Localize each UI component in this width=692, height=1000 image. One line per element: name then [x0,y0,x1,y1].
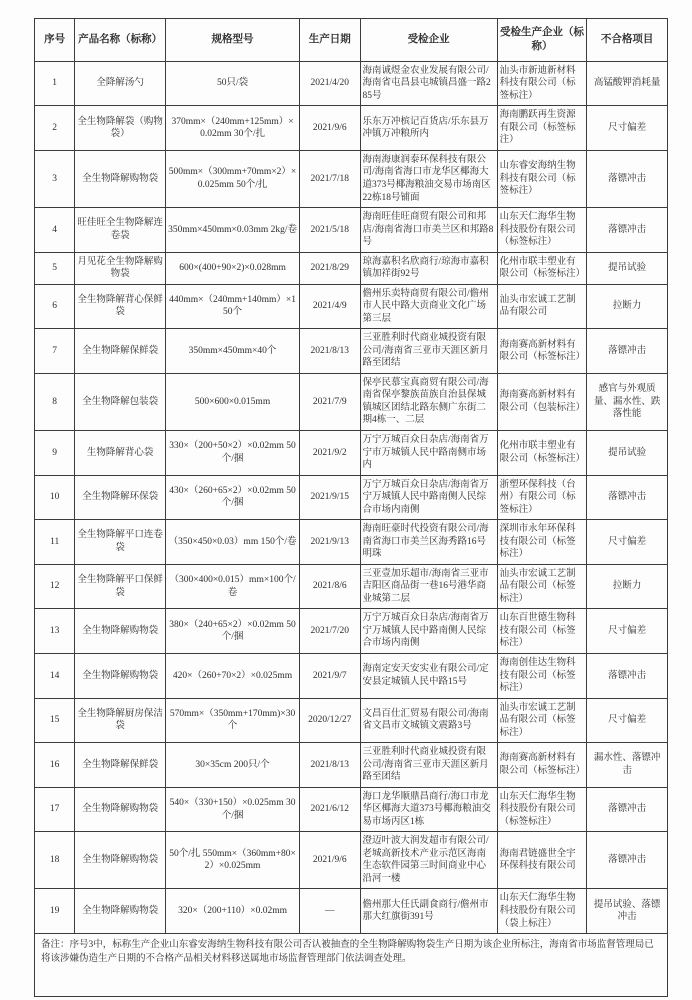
cell-producer: 汕头市宏诚工艺制品有限公司（标签标注） [497,564,587,609]
cell-date: 2021/4/20 [300,61,360,106]
cell-spec: 600×(400+90×2)×0.028mm [166,252,300,284]
table-row [35,564,668,609]
cell-defect: 尺寸偏差 [587,698,668,743]
cell-product-name: 全生物降解包装袋 [75,373,166,430]
cell-serial-no: 6 [35,284,75,329]
cell-spec: 350mm×450mm×0.03mm 2kg/卷 [166,208,300,253]
cell-company: 海南旺佳旺商贸有限公司和邦店/海南省海口市美兰区和邦路8号 [360,208,497,253]
cell-spec: 380×（240+65×2）×0.02mm 50个/捆 [166,609,300,654]
table-row [35,787,668,832]
cell-spec: 370mm×（240mm+125mm）×0.02mm 30个/扎 [166,106,300,151]
table-row [35,609,668,654]
cell-serial-no: 16 [35,743,75,788]
cell-product-name: 全生物降解平口连卷袋 [75,520,166,565]
cell-company: 海南诚煜金农业发展有限公司/海南省屯昌县屯城镇昌盛一路285号 [360,61,497,106]
cell-product-name: 全降解汤勺 [75,61,166,106]
cell-defect: 落镖冲击 [587,329,668,374]
cell-serial-no: 10 [35,475,75,520]
cell-date: 2021/9/2 [300,431,360,476]
cell-product-name: 全生物降解保鲜袋 [75,743,166,788]
cell-company: 三亚胜利时代商业城投资有限公司/海南省三亚市天涯区新月路至团结 [360,329,497,374]
cell-company: 海南旺豪时代投资有限公司/海南省海口市美兰区海秀路16号明珠 [360,520,497,565]
table-row [35,520,668,565]
table-row [35,150,668,207]
cell-spec: 30×35cm 200只/个 [166,743,300,788]
cell-defect: 落镖冲击 [587,475,668,520]
cell-defect: 提吊试验、落镖冲击 [587,889,668,934]
cell-spec: （300×400×0.015）mm×100个/卷 [166,564,300,609]
cell-serial-no: 17 [35,787,75,832]
cell-date: 2021/9/15 [300,475,360,520]
col-header-name: 产品名称（标称） [75,19,166,62]
cell-producer: 山东天仁海华生物科技股份有限公司（袋上标注） [497,889,587,934]
cell-company: 海南定安天安实业有限公司/定安县定城镇人民中路15号 [360,653,497,698]
cell-defect: 高锰酸钾消耗量 [587,61,668,106]
col-header-defect: 不合格项目 [587,19,668,62]
cell-serial-no: 15 [35,698,75,743]
cell-defect: 落镖冲击 [587,653,668,698]
cell-date: 2021/8/6 [300,564,360,609]
cell-product-name: 全生物降解购物袋 [75,150,166,207]
table-row [35,832,668,889]
col-header-no: 序号 [35,19,75,62]
cell-serial-no: 11 [35,520,75,565]
header-row [35,19,668,62]
table-row [35,329,668,374]
cell-product-name: 生物降解背心袋 [75,431,166,476]
cell-serial-no: 12 [35,564,75,609]
table-row [35,743,668,788]
cell-company: 文昌百仕汇贸易有限公司/海南省文昌市文城镇文震路3号 [360,698,497,743]
cell-date: 2021/6/12 [300,787,360,832]
cell-company: 三亚胜利时代商业城投资有限公司/海南省三亚市天涯区新月路至团结 [360,743,497,788]
inspection-results-table [34,18,668,997]
cell-date: 2021/7/9 [300,373,360,430]
cell-spec: 50只/袋 [166,61,300,106]
cell-serial-no: 18 [35,832,75,889]
cell-product-name: 全生物降解购物袋 [75,653,166,698]
cell-serial-no: 19 [35,889,75,934]
cell-company: 海南海康润泰环保科技有限公司/海南省海口市龙华区椰海大道373号椰海粮油交易市场南区22栋18号铺面 [360,150,497,207]
cell-product-name: 全生物降解袋（购物袋） [75,106,166,151]
cell-product-name: 全生物降解购物袋 [75,889,166,934]
cell-serial-no: 8 [35,373,75,430]
cell-product-name: 全生物降解厨房保洁袋 [75,698,166,743]
cell-company: 乐东万冲槟记百货店/乐东县万冲镇万冲粮所内 [360,106,497,151]
cell-product-name: 全生物降解环保袋 [75,475,166,520]
table-row [35,698,668,743]
cell-producer: 深圳市永年环保科技有限公司（标签标注） [497,520,587,565]
cell-producer: 海南君链盛世全宇环保科技有限公司 [497,832,587,889]
cell-producer: 汕头市宏诚工艺制品有限公司（标签标注） [497,698,587,743]
cell-product-name: 全生物降解保鲜袋 [75,329,166,374]
cell-date: 2021/8/13 [300,329,360,374]
table-row [35,208,668,253]
cell-serial-no: 7 [35,329,75,374]
table-row [35,475,668,520]
cell-date: 2021/9/7 [300,653,360,698]
note-text: 备注：序号3中，标称生产企业山东睿安海纳生物科技有限公司否认被抽查的全生物降解购物袋生产日期为该企业所标注，海南省市场监督管理局已将该涉嫌伪造生产日期的不合格产品相关材料移送属地市场监督管理部门依法调查处理。 [35,934,668,997]
cell-defect: 漏水性、落镖冲击 [587,743,668,788]
table-row [35,373,668,430]
cell-date: 2021/5/18 [300,208,360,253]
cell-spec: 350mm×450mm×40个 [166,329,300,374]
cell-company: 万宁万城百众日杂店/海南省万宁市万城镇人民中路南侧市场内 [360,431,497,476]
cell-producer: 汕头市宏诚工艺制品有限公司 [497,284,587,329]
cell-date: 2021/7/20 [300,609,360,654]
cell-defect: 提吊试验 [587,431,668,476]
table-row [35,284,668,329]
cell-defect: 落镖冲击 [587,787,668,832]
cell-spec: （350×450×0.03）mm 150个/卷 [166,520,300,565]
cell-serial-no: 14 [35,653,75,698]
cell-spec: 420×（260+70×2）×0.025mm [166,653,300,698]
cell-company: 万宁万城百众日杂店/海南省万宁万城镇人民中路南侧人民综合市场内南侧 [360,609,497,654]
cell-company: 儋州那大任氏副食商行/儋州市那大红旗街391号 [360,889,497,934]
cell-product-name: 全生物降解背心保鲜袋 [75,284,166,329]
cell-date: 2021/8/13 [300,743,360,788]
cell-defect: 提吊试验 [587,252,668,284]
cell-company: 琼海嘉积名欣商行/琼海市嘉积镇加祥街92号 [360,252,497,284]
cell-date: 2021/9/6 [300,832,360,889]
cell-product-name: 全生物降解购物袋 [75,832,166,889]
cell-serial-no: 3 [35,150,75,207]
cell-producer: 化州市联丰塑业有限公司（标签标注） [497,252,587,284]
cell-producer: 山东天仁海华生物科技股份有限公司（标签标注） [497,787,587,832]
cell-serial-no: 9 [35,431,75,476]
cell-company: 保亭民慕宝真商贸有限公司/海南省保亭黎族苗族自治县保城镇城区团结北路东侧广东街二期4栋一、二层 [360,373,497,430]
cell-date: 2021/8/29 [300,252,360,284]
table-row [35,889,668,934]
table-row [35,431,668,476]
col-header-producer: 受检生产企业（标称） [497,19,587,62]
cell-producer: 海南鹏跃再生资源有限公司（标签标注） [497,106,587,151]
col-header-date: 生产日期 [300,19,360,62]
table-row [35,653,668,698]
cell-product-name: 月见花全生物降解购物袋 [75,252,166,284]
cell-product-name: 全生物降解购物袋 [75,609,166,654]
cell-defect: 拉断力 [587,284,668,329]
table-row [35,252,668,284]
col-header-spec: 规格型号 [166,19,300,62]
cell-producer: 浙塑环保科技（台州）有限公司（标签标注） [497,475,587,520]
table-row [35,106,668,151]
cell-company: 儋州乐卖特商贸有限公司/儋州市人民中路大贡商业文化广场第三层 [360,284,497,329]
cell-defect: 落镖冲击 [587,150,668,207]
cell-spec: 330×（200+50×2）×0.02mm 50个/捆 [166,431,300,476]
cell-producer: 山东百世德生物科技有限公司（标签标注） [497,609,587,654]
cell-producer: 汕头市新迪新材料科技有限公司（标签标注） [497,61,587,106]
cell-date: 2021/7/18 [300,150,360,207]
cell-defect: 尺寸偏差 [587,106,668,151]
cell-defect: 落镖冲击 [587,208,668,253]
cell-serial-no: 1 [35,61,75,106]
cell-date: 2021/9/13 [300,520,360,565]
cell-date: 2020/12/27 [300,698,360,743]
note-row [35,934,668,997]
table-row [35,61,668,106]
cell-spec: 500×600×0.015mm [166,373,300,430]
cell-date: — [300,889,360,934]
cell-serial-no: 5 [35,252,75,284]
cell-producer: 海南赛高新材料有限公司（标签标注） [497,743,587,788]
cell-producer: 海南赛高新材料有限公司（标签标注） [497,329,587,374]
cell-defect: 尺寸偏差 [587,520,668,565]
cell-product-name: 全生物降解购物袋 [75,787,166,832]
cell-defect: 落镖冲击 [587,832,668,889]
cell-producer: 海南创佳达生物科技有限公司（标签标注） [497,653,587,698]
cell-producer: 山东天仁海华生物科技股份有限公司（标签标注） [497,208,587,253]
cell-serial-no: 2 [35,106,75,151]
cell-spec: 50个/扎 550mm×（360mm+80×2）×0.025mm [166,832,300,889]
cell-date: 2021/4/9 [300,284,360,329]
cell-serial-no: 13 [35,609,75,654]
cell-spec: 440mm×（240mm+140mm）×150个 [166,284,300,329]
cell-product-name: 旺佳旺全生物降解连卷袋 [75,208,166,253]
cell-spec: 570mm×（350mm+170mm)×30个 [166,698,300,743]
cell-company: 万宁万城百众日杂店/海南省万宁万城镇人民中路南侧人民综合市场内南侧 [360,475,497,520]
cell-spec: 430×（260+65×2）×0.02mm 50个/捆 [166,475,300,520]
cell-defect: 拉断力 [587,564,668,609]
cell-producer: 海南赛高新材料有限公司（包装标注） [497,373,587,430]
cell-spec: 500mm×（300mm+70mm×2）×0.025mm 50个/扎 [166,150,300,207]
cell-spec: 540×（330+150）×0.025mm 30个/捆 [166,787,300,832]
cell-producer: 山东睿安海纳生物科技有限公司（标签标注） [497,150,587,207]
cell-spec: 320×（200+110）×0.02mm [166,889,300,934]
cell-company: 澄迈叶波大润发超市有限公司/老城高新技术产业示范区海南生态软件园第三时间商业中心沿河一楼 [360,832,497,889]
cell-product-name: 全生物降解平口保鲜袋 [75,564,166,609]
col-header-company: 受检企业 [360,19,497,62]
cell-serial-no: 4 [35,208,75,253]
cell-company: 三亚壹加乐超市/海南省三亚市吉阳区商品街一巷16号港华商业城第二层 [360,564,497,609]
cell-date: 2021/9/6 [300,106,360,151]
cell-defect: 感官与外观质量、漏水性、跌落性能 [587,373,668,430]
cell-defect: 尺寸偏差 [587,609,668,654]
cell-producer: 化州市联丰塑业有限公司（标签标注） [497,431,587,476]
cell-company: 海口龙华顺鼎昌商行/海口市龙华区椰海大道373号椰海粮油交易市场丙区1栋 [360,787,497,832]
